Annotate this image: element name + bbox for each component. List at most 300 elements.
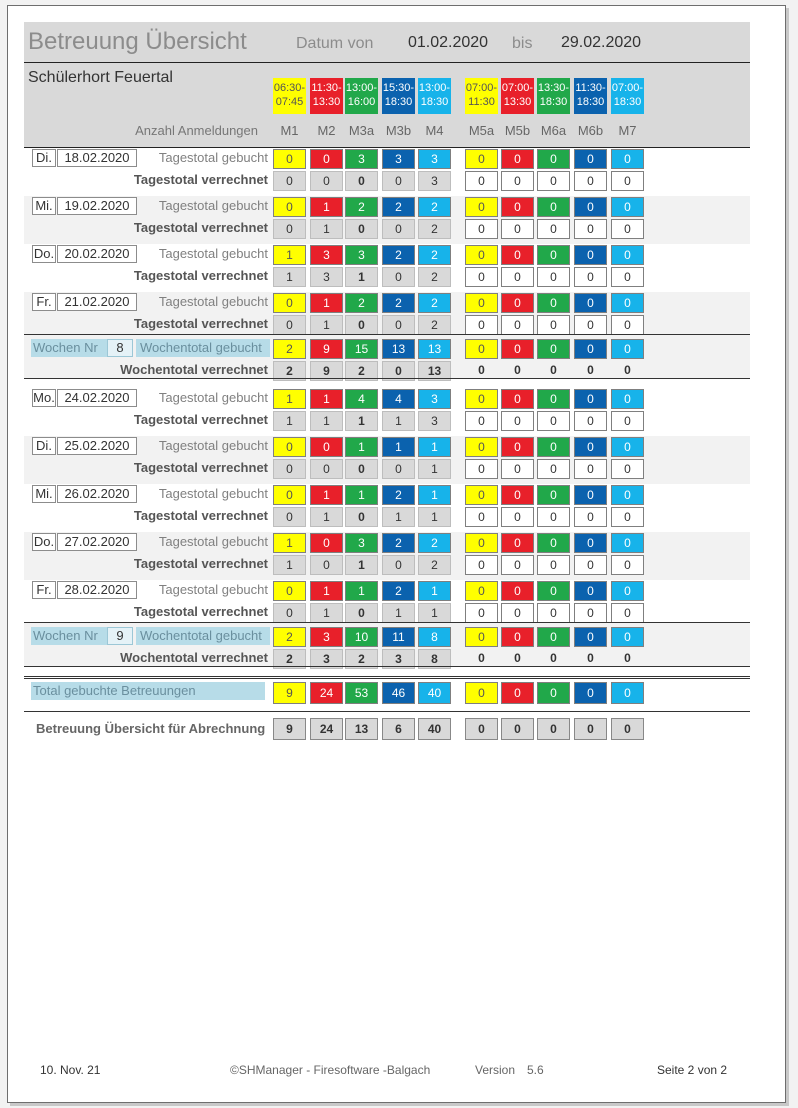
billed-cell[interactable]: 0 — [465, 603, 498, 623]
billed-cell[interactable]: 0 — [382, 219, 415, 239]
billing-cell[interactable]: 0 — [537, 718, 570, 740]
billed-cell[interactable]: 0 — [574, 459, 607, 479]
week-booked-cell[interactable]: 0 — [611, 339, 644, 359]
booked-cell[interactable]: 1 — [310, 389, 343, 409]
booked-cell[interactable]: 1 — [345, 437, 378, 457]
booked-cell[interactable]: 1 — [418, 485, 451, 505]
billed-cell[interactable]: 1 — [345, 267, 378, 287]
billed-cell[interactable]: 0 — [537, 219, 570, 239]
weekday-field[interactable]: Fr. — [32, 293, 56, 311]
booked-cell[interactable]: 3 — [345, 149, 378, 169]
booked-cell[interactable]: 0 — [501, 293, 534, 313]
booked-cell[interactable]: 0 — [273, 581, 306, 601]
slot-start: 13:30- — [537, 82, 570, 94]
booked-cell[interactable]: 0 — [501, 245, 534, 265]
billed-cell[interactable]: 0 — [382, 315, 415, 335]
booked-cell[interactable]: 0 — [501, 581, 534, 601]
date-field[interactable]: 27.02.2020 — [57, 533, 137, 551]
week-number-field[interactable]: 9 — [107, 627, 133, 645]
booked-cell[interactable]: 3 — [382, 149, 415, 169]
weekday-field[interactable]: Mo. — [33, 390, 55, 405]
date-to-value: 29.02.2020 — [561, 34, 642, 51]
billed-cell[interactable]: 0 — [537, 459, 570, 479]
billed-cell[interactable]: 2 — [418, 219, 451, 239]
total-booked-cell[interactable]: 53 — [345, 682, 378, 704]
billed-cell[interactable]: 0 — [382, 555, 415, 575]
booked-cell[interactable]: 1 — [273, 245, 306, 265]
booked-cell[interactable]: 3 — [310, 245, 343, 265]
week-booked-cell[interactable]: 13 — [418, 339, 451, 359]
time-slot-m3b — [382, 78, 415, 114]
billed-cell[interactable]: 0 — [273, 603, 306, 623]
booked-cell[interactable]: 0 — [273, 149, 306, 169]
slot-start: 06:30- — [273, 82, 306, 94]
booked-cell[interactable]: 0 — [611, 293, 644, 313]
booked-cell[interactable]: 1 — [418, 581, 451, 601]
week-booked-cell[interactable]: 0 — [611, 627, 644, 647]
billed-cell[interactable]: 0 — [537, 171, 570, 191]
billing-cell[interactable]: 9 — [273, 718, 306, 740]
week-booked-cell[interactable]: 10 — [345, 627, 378, 647]
billed-cell[interactable]: 0 — [537, 507, 570, 527]
billed-cell[interactable]: 1 — [310, 507, 343, 527]
booked-cell[interactable]: 0 — [273, 437, 306, 457]
week-billed-cell[interactable]: 0 — [624, 651, 631, 665]
billed-cell[interactable]: 0 — [465, 267, 498, 287]
total-booked-cell[interactable]: 0 — [501, 682, 534, 704]
booked-cell[interactable]: 0 — [465, 197, 498, 217]
date-field[interactable]: 24.02.2020 — [57, 389, 137, 407]
weekday-field[interactable]: Di. — [32, 437, 56, 455]
billed-cell[interactable]: 0 — [465, 507, 498, 527]
billed-cell[interactable]: 1 — [273, 411, 306, 431]
week-booked-cell[interactable]: 0 — [537, 627, 570, 647]
billed-cell[interactable]: 0 — [345, 507, 378, 527]
booked-cell[interactable]: 0 — [611, 485, 644, 505]
booked-cell[interactable]: 0 — [537, 149, 570, 169]
billed-cell[interactable]: 2 — [418, 555, 451, 575]
billed-cell[interactable]: 0 — [465, 411, 498, 431]
billed-cell[interactable]: 0 — [611, 267, 644, 287]
time-slot-m3a — [345, 78, 378, 114]
billed-cell[interactable]: 0 — [537, 315, 570, 335]
date-field[interactable]: 28.02.2020 — [57, 581, 137, 599]
billing-cell[interactable]: 6 — [382, 718, 415, 740]
day-billed-label: Tagestotal verrechnet — [133, 268, 268, 283]
billing-cell[interactable]: 0 — [465, 718, 498, 740]
date-field[interactable]: 26.02.2020 — [57, 485, 137, 503]
billed-cell[interactable]: 0 — [345, 219, 378, 239]
billed-cell[interactable]: 1 — [418, 603, 451, 623]
totals-separator — [24, 711, 750, 712]
billed-cell[interactable]: 0 — [273, 507, 306, 527]
billed-cell[interactable]: 1 — [310, 315, 343, 335]
billed-cell[interactable]: 1 — [382, 507, 415, 527]
slot-end: 18:30 — [613, 96, 642, 108]
slot-start: 13:00- — [345, 82, 378, 94]
billed-cell[interactable]: 0 — [574, 603, 607, 623]
date-field[interactable]: 21.02.2020 — [57, 293, 137, 311]
total-booked-cell[interactable]: 0 — [574, 682, 607, 704]
column-header-m6a: M6a — [540, 123, 567, 138]
booked-cell[interactable]: 3 — [345, 533, 378, 553]
booked-cell[interactable]: 0 — [537, 485, 570, 505]
booked-cell[interactable]: 0 — [465, 581, 498, 601]
billed-cell[interactable]: 0 — [310, 171, 343, 191]
billed-cell[interactable]: 3 — [418, 411, 451, 431]
column-header-m5b: M5b — [504, 123, 531, 138]
billed-cell[interactable]: 0 — [345, 459, 378, 479]
billed-cell[interactable]: 1 — [310, 219, 343, 239]
billed-cell[interactable]: 3 — [418, 171, 451, 191]
week-booked-label: Wochentotal gebucht — [136, 339, 270, 357]
billed-cell[interactable]: 0 — [345, 603, 378, 623]
billed-cell[interactable]: 1 — [273, 555, 306, 575]
week-booked-cell[interactable]: 2 — [273, 339, 306, 359]
weekday-field[interactable]: Mi. — [32, 197, 56, 215]
billed-cell[interactable]: 0 — [537, 267, 570, 287]
total-booked-cell[interactable]: 9 — [273, 682, 306, 704]
billed-cell[interactable]: 0 — [273, 459, 306, 479]
booked-cell[interactable]: 0 — [465, 437, 498, 457]
booked-cell[interactable]: 1 — [418, 437, 451, 457]
booked-cell[interactable]: 0 — [310, 533, 343, 553]
billing-cell[interactable]: 40 — [418, 718, 451, 740]
week-booked-cell[interactable]: 0 — [501, 339, 534, 359]
booked-cell[interactable]: 0 — [611, 533, 644, 553]
booked-cell[interactable]: 0 — [310, 149, 343, 169]
booked-cell[interactable]: 2 — [418, 197, 451, 217]
time-slot-m6a — [537, 78, 570, 114]
billed-cell[interactable]: 1 — [382, 603, 415, 623]
date-field[interactable]: 25.02.2020 — [57, 437, 137, 455]
booked-cell[interactable]: 0 — [310, 437, 343, 457]
week-billed-cell[interactable]: 0 — [478, 363, 485, 377]
booked-cell[interactable]: 0 — [574, 533, 607, 553]
billed-cell[interactable]: 0 — [611, 411, 644, 431]
week-billed-cell[interactable]: 0 — [624, 363, 631, 377]
billed-cell[interactable]: 0 — [574, 555, 607, 575]
registrations-label: Anzahl Anmeldungen — [135, 123, 258, 138]
week-booked-label: Wochentotal gebucht — [136, 627, 270, 645]
booked-cell[interactable]: 0 — [574, 149, 607, 169]
date-field[interactable]: 20.02.2020 — [57, 245, 137, 263]
billed-cell[interactable]: 0 — [310, 555, 343, 575]
week-billed-cell[interactable]: 3 — [310, 649, 343, 669]
billed-cell[interactable]: 1 — [418, 459, 451, 479]
booked-cell[interactable]: 1 — [273, 533, 306, 553]
booked-cell[interactable]: 4 — [345, 389, 378, 409]
week-billed-cell[interactable]: 0 — [382, 361, 415, 381]
billed-cell[interactable]: 1 — [345, 411, 378, 431]
week-billed-cell[interactable]: 2 — [345, 649, 378, 669]
billed-cell[interactable]: 0 — [611, 219, 644, 239]
weekday-field[interactable]: Di. — [32, 149, 56, 167]
billed-cell[interactable]: 0 — [465, 555, 498, 575]
week-billed-cell[interactable]: 0 — [587, 363, 594, 377]
billed-cell[interactable]: 0 — [273, 171, 306, 191]
week-billed-cell[interactable]: 13 — [418, 361, 451, 381]
column-header-m3b: M3b — [385, 123, 412, 138]
billed-cell[interactable]: 0 — [611, 507, 644, 527]
slot-end: 18:30 — [576, 96, 605, 108]
booked-cell[interactable]: 0 — [537, 581, 570, 601]
billed-cell[interactable]: 0 — [574, 219, 607, 239]
billed-cell[interactable]: 0 — [574, 315, 607, 335]
booked-cell[interactable]: 0 — [501, 437, 534, 457]
booked-cell[interactable]: 2 — [418, 293, 451, 313]
weekday-field[interactable]: Mi. — [32, 485, 56, 503]
total-booked-cell[interactable]: 46 — [382, 682, 415, 704]
billed-cell[interactable]: 0 — [345, 171, 378, 191]
weekday-field[interactable]: Do. — [33, 534, 55, 549]
booked-cell[interactable]: 0 — [465, 485, 498, 505]
slot-start: 11:30- — [311, 82, 342, 94]
billed-cell[interactable]: 0 — [501, 315, 534, 335]
time-slot-m2 — [310, 78, 343, 114]
footer-copyright: ©SHManager - Firesoftware -Balgach — [230, 1063, 431, 1077]
column-header-m7: M7 — [618, 123, 637, 138]
booked-cell[interactable]: 1 — [310, 197, 343, 217]
billed-cell[interactable]: 1 — [273, 267, 306, 287]
billing-cell[interactable]: 24 — [310, 718, 343, 740]
date-field[interactable]: 19.02.2020 — [57, 197, 137, 215]
week-booked-cell[interactable]: 3 — [310, 627, 343, 647]
day-booked-label: Tagestotal gebucht — [158, 390, 268, 405]
week-billed-cell[interactable]: 0 — [587, 651, 594, 665]
date-from-label: Datum von — [296, 35, 374, 52]
week-billed-cell[interactable]: 0 — [550, 363, 557, 377]
booked-cell[interactable]: 0 — [574, 581, 607, 601]
week-booked-cell[interactable]: 11 — [382, 627, 415, 647]
booked-cell[interactable]: 2 — [382, 581, 415, 601]
booked-cell[interactable]: 0 — [273, 197, 306, 217]
slot-end: 13:30 — [312, 96, 341, 108]
billed-cell[interactable]: 0 — [501, 411, 534, 431]
billed-cell[interactable]: 0 — [537, 555, 570, 575]
week-booked-cell[interactable]: 2 — [273, 627, 306, 647]
billed-cell[interactable]: 1 — [310, 411, 343, 431]
day-booked-label: Tagestotal gebucht — [158, 198, 268, 213]
week-booked-cell[interactable]: 0 — [574, 339, 607, 359]
billed-cell[interactable]: 0 — [537, 603, 570, 623]
day-billed-label: Tagestotal verrechnet — [133, 556, 268, 571]
date-from-value: 01.02.2020 — [408, 34, 489, 51]
booked-cell[interactable]: 0 — [273, 293, 306, 313]
booked-cell[interactable]: 2 — [382, 197, 415, 217]
billed-cell[interactable]: 0 — [574, 267, 607, 287]
booked-cell[interactable]: 0 — [273, 485, 306, 505]
week-booked-cell[interactable]: 9 — [310, 339, 343, 359]
booked-cell[interactable]: 1 — [382, 437, 415, 457]
billed-cell[interactable]: 0 — [382, 171, 415, 191]
billing-cell[interactable]: 0 — [574, 718, 607, 740]
date-to-label: bis — [512, 35, 533, 52]
billed-cell[interactable]: 0 — [537, 411, 570, 431]
column-header-m2: M2 — [317, 123, 336, 138]
billed-cell[interactable]: 1 — [382, 411, 415, 431]
booked-cell[interactable]: 0 — [574, 485, 607, 505]
booked-cell[interactable]: 0 — [501, 389, 534, 409]
time-slot-m5a — [465, 78, 498, 114]
total-booked-cell[interactable]: 0 — [537, 682, 570, 704]
weekday-field[interactable]: Fr. — [32, 581, 56, 599]
booked-cell[interactable]: 1 — [310, 293, 343, 313]
booked-cell[interactable]: 0 — [465, 149, 498, 169]
booked-cell[interactable]: 1 — [310, 581, 343, 601]
week-billed-cell[interactable]: 0 — [514, 651, 521, 665]
week-booked-cell[interactable]: 0 — [537, 339, 570, 359]
week-billed-cell[interactable]: 2 — [345, 361, 378, 381]
booked-cell[interactable]: 0 — [501, 197, 534, 217]
billed-cell[interactable]: 0 — [501, 507, 534, 527]
booked-cell[interactable]: 0 — [611, 581, 644, 601]
billed-cell[interactable]: 0 — [611, 459, 644, 479]
booked-cell[interactable]: 2 — [382, 533, 415, 553]
weekday-field[interactable]: Do. — [33, 246, 55, 261]
booked-cell[interactable]: 3 — [418, 389, 451, 409]
booked-cell[interactable]: 1 — [310, 485, 343, 505]
billed-cell[interactable]: 0 — [611, 315, 644, 335]
billed-cell[interactable]: 0 — [574, 411, 607, 431]
billed-cell[interactable]: 0 — [501, 267, 534, 287]
week-booked-cell[interactable]: 0 — [465, 627, 498, 647]
week-billed-cell[interactable]: 0 — [478, 651, 485, 665]
total-booked-cell[interactable]: 0 — [465, 682, 498, 704]
billed-cell[interactable]: 0 — [574, 507, 607, 527]
booked-cell[interactable]: 2 — [345, 197, 378, 217]
booked-cell[interactable]: 2 — [382, 245, 415, 265]
billed-cell[interactable]: 0 — [501, 459, 534, 479]
week-booked-cell[interactable]: 0 — [574, 627, 607, 647]
billed-cell[interactable]: 0 — [273, 219, 306, 239]
booked-cell[interactable]: 2 — [345, 293, 378, 313]
date-field[interactable]: 18.02.2020 — [57, 149, 137, 167]
booked-cell[interactable]: 0 — [574, 293, 607, 313]
booked-cell[interactable]: 0 — [537, 245, 570, 265]
week-booked-cell[interactable]: 0 — [465, 339, 498, 359]
week-billed-cell[interactable]: 0 — [550, 651, 557, 665]
billed-cell[interactable]: 0 — [574, 171, 607, 191]
billed-cell[interactable]: 3 — [310, 267, 343, 287]
booked-cell[interactable]: 0 — [501, 485, 534, 505]
billed-cell[interactable]: 0 — [345, 315, 378, 335]
billed-cell[interactable]: 0 — [611, 171, 644, 191]
billing-cell[interactable]: 0 — [501, 718, 534, 740]
booked-cell[interactable]: 0 — [574, 437, 607, 457]
booked-cell[interactable]: 0 — [574, 245, 607, 265]
total-booked-cell[interactable]: 0 — [611, 682, 644, 704]
billed-cell[interactable]: 0 — [501, 219, 534, 239]
billed-cell[interactable]: 1 — [418, 507, 451, 527]
week-booked-cell[interactable]: 8 — [418, 627, 451, 647]
booked-cell[interactable]: 2 — [418, 245, 451, 265]
booked-cell[interactable]: 0 — [611, 149, 644, 169]
billed-cell[interactable]: 1 — [345, 555, 378, 575]
day-booked-label: Tagestotal gebucht — [158, 150, 268, 165]
billed-cell[interactable]: 0 — [273, 315, 306, 335]
booked-cell[interactable]: 0 — [501, 149, 534, 169]
day-billed-label: Tagestotal verrechnet — [133, 460, 268, 475]
booked-cell[interactable]: 0 — [537, 293, 570, 313]
column-header-m5a: M5a — [468, 123, 495, 138]
billed-cell[interactable]: 0 — [501, 555, 534, 575]
booked-cell[interactable]: 1 — [345, 485, 378, 505]
week-billed-cell[interactable]: 3 — [382, 649, 415, 669]
booked-cell[interactable]: 3 — [345, 245, 378, 265]
billed-cell[interactable]: 1 — [310, 603, 343, 623]
booked-cell[interactable]: 1 — [345, 581, 378, 601]
week-booked-cell[interactable]: 13 — [382, 339, 415, 359]
week-number-field[interactable]: 8 — [107, 339, 133, 357]
billed-cell[interactable]: 2 — [418, 315, 451, 335]
week-booked-cell[interactable]: 0 — [501, 627, 534, 647]
week-billed-cell[interactable]: 2 — [273, 649, 306, 669]
week-booked-cell[interactable]: 15 — [345, 339, 378, 359]
booked-cell[interactable]: 0 — [537, 197, 570, 217]
booked-cell[interactable]: 0 — [611, 437, 644, 457]
week-billed-cell[interactable]: 2 — [273, 361, 306, 381]
booked-cell[interactable]: 0 — [465, 389, 498, 409]
booked-cell[interactable]: 0 — [465, 293, 498, 313]
billed-cell[interactable]: 0 — [465, 171, 498, 191]
time-slot-m5b — [501, 78, 534, 114]
slot-start: 07:00- — [611, 82, 644, 94]
booked-cell[interactable]: 2 — [382, 485, 415, 505]
booked-cell[interactable]: 0 — [611, 197, 644, 217]
booked-cell[interactable]: 0 — [611, 245, 644, 265]
booked-cell[interactable]: 2 — [418, 533, 451, 553]
booked-cell[interactable]: 0 — [465, 533, 498, 553]
billed-cell[interactable]: 0 — [310, 459, 343, 479]
booked-cell[interactable]: 0 — [465, 245, 498, 265]
slot-end: 18:30 — [384, 96, 413, 108]
billed-cell[interactable]: 2 — [418, 267, 451, 287]
slot-end: 18:30 — [539, 96, 568, 108]
billed-cell[interactable]: 0 — [611, 555, 644, 575]
column-header-m6b: M6b — [577, 123, 604, 138]
total-booked-cell[interactable]: 24 — [310, 682, 343, 704]
booked-cell[interactable]: 0 — [537, 533, 570, 553]
billed-cell[interactable]: 0 — [382, 459, 415, 479]
booked-cell[interactable]: 0 — [574, 389, 607, 409]
billed-cell[interactable]: 0 — [465, 315, 498, 335]
booked-cell[interactable]: 0 — [537, 437, 570, 457]
booked-cell[interactable]: 3 — [418, 149, 451, 169]
billed-cell[interactable]: 0 — [465, 459, 498, 479]
booked-cell[interactable]: 2 — [382, 293, 415, 313]
total-booked-cell[interactable]: 40 — [418, 682, 451, 704]
week-billed-cell[interactable]: 0 — [514, 363, 521, 377]
time-slot-m6b — [574, 78, 607, 114]
week-billed-cell[interactable]: 9 — [310, 361, 343, 381]
billed-cell[interactable]: 0 — [382, 267, 415, 287]
billing-cell[interactable]: 0 — [611, 718, 644, 740]
billing-cell[interactable]: 13 — [345, 718, 378, 740]
booked-cell[interactable]: 1 — [273, 389, 306, 409]
booked-cell[interactable]: 0 — [537, 389, 570, 409]
week-billed-cell[interactable]: 8 — [418, 649, 451, 669]
booked-cell[interactable]: 0 — [501, 533, 534, 553]
footer-page-number: Seite 2 von 2 — [657, 1063, 728, 1077]
booked-cell[interactable]: 4 — [382, 389, 415, 409]
billed-cell[interactable]: 0 — [611, 603, 644, 623]
billed-cell[interactable]: 0 — [501, 603, 534, 623]
billed-cell[interactable]: 0 — [501, 171, 534, 191]
booked-cell[interactable]: 0 — [574, 197, 607, 217]
billed-cell[interactable]: 0 — [465, 219, 498, 239]
booked-cell[interactable]: 0 — [611, 389, 644, 409]
